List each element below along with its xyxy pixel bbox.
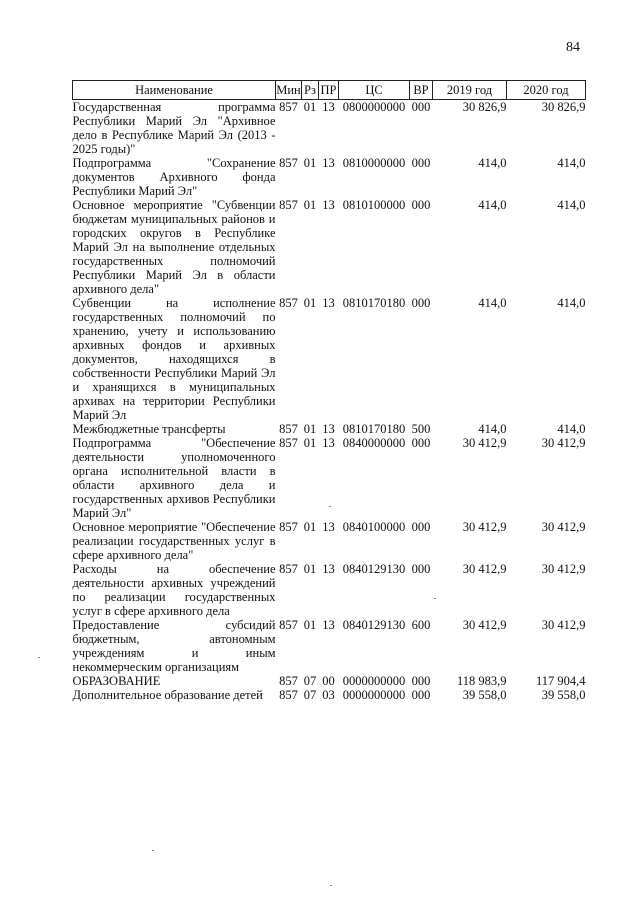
row-2019: 414,0: [478, 296, 507, 310]
row-min: 857: [279, 674, 298, 688]
scan-speck: [329, 506, 331, 507]
table-row: [73, 436, 586, 520]
scan-speck: [152, 850, 154, 851]
row-min: 857: [279, 436, 298, 450]
row-cs: 0840100000: [342, 520, 406, 534]
row-min: 857: [279, 688, 298, 702]
row-name: Субвенции на исполнение государственных полномочий по хранению, учету и использованию архивных фондов и архивных документов, находящихся в собственности Республики Марий Эл и хранящихся в муниципальных архивах на территории Республики Марий Эл: [72, 296, 276, 422]
row-2019: 414,0: [478, 422, 507, 436]
row-rz: 01: [303, 198, 317, 212]
row-min: 857: [279, 198, 298, 212]
header-pr: ПР: [319, 81, 339, 100]
scan-speck: [330, 885, 332, 886]
row-min: 857: [279, 562, 298, 576]
table-row: [73, 422, 586, 436]
row-2019: 30 412,9: [462, 618, 507, 632]
table-row: [73, 296, 586, 422]
row-vr: 000: [411, 198, 431, 212]
row-2020: 414,0: [557, 296, 586, 310]
row-pr: 00: [322, 674, 335, 688]
table-row: [73, 688, 586, 702]
page-number: 84: [566, 40, 580, 55]
table-row: [73, 520, 586, 562]
row-name: Государственная программа Республики Марий Эл "Архивное дело в Республике Марий Эл (2013 - 2025 годы)": [72, 100, 276, 156]
row-2019: 118 983,9: [456, 674, 507, 688]
table-row: [73, 562, 586, 618]
row-2020: 117 904,4: [535, 674, 586, 688]
row-rz: 01: [303, 156, 317, 170]
table-row: [73, 100, 586, 157]
row-min: 857: [279, 100, 298, 114]
row-name: Подпрограмма "Обеспечение деятельности уполномоченного органа исполнительной власти в области архивного дела и государственных архивов Республики Марий Эл": [72, 436, 276, 520]
row-pr: 13: [322, 562, 335, 576]
row-2019: 30 826,9: [462, 100, 507, 114]
row-rz: 01: [303, 436, 317, 450]
row-2020: 30 412,9: [541, 562, 586, 576]
row-name: Подпрограмма "Сохранение документов Архивного фонда Республики Марий Эл": [72, 156, 276, 198]
row-2019: 30 412,9: [462, 520, 507, 534]
row-rz: 07: [303, 674, 317, 688]
row-rz: 01: [303, 100, 317, 114]
header-name: Наименование: [73, 81, 276, 100]
row-vr: 000: [411, 436, 431, 450]
row-vr: 600: [411, 618, 431, 632]
row-rz: 07: [303, 688, 317, 702]
row-cs: 0840129130: [342, 562, 406, 576]
row-2019: 30 412,9: [462, 562, 507, 576]
row-cs: 0810170180: [342, 422, 406, 436]
row-2020: 414,0: [557, 156, 586, 170]
row-min: 857: [279, 156, 298, 170]
row-cs: 0800000000: [342, 100, 406, 114]
row-name: Расходы на обеспечение деятельности архивных учреждений по реализации государственных услуг в сфере архивного дела: [72, 562, 276, 618]
row-pr: 13: [322, 520, 335, 534]
row-rz: 01: [303, 618, 317, 632]
row-name: Основное мероприятие "Субвенции бюджетам муниципальных районов и городских округов в Республике Марий Эл на выполнение отдельных государственных полномочий Республики Марий Эл в области архивного дела": [72, 198, 276, 296]
row-rz: 01: [303, 562, 317, 576]
row-vr: 000: [411, 688, 431, 702]
row-name: ОБРАЗОВАНИЕ: [72, 674, 161, 688]
row-cs: 0840129130: [342, 618, 406, 632]
row-vr: 000: [411, 520, 431, 534]
row-vr: 000: [411, 674, 431, 688]
row-2020: 30 412,9: [541, 520, 586, 534]
row-2019: 39 558,0: [462, 688, 507, 702]
row-2020: 30 826,9: [541, 100, 586, 114]
row-2020: 39 558,0: [541, 688, 586, 702]
row-2020: 414,0: [557, 198, 586, 212]
row-pr: 13: [322, 156, 335, 170]
header-2019: 2019 год: [433, 81, 507, 100]
row-min: 857: [279, 618, 298, 632]
row-name: Основное мероприятие "Обеспечение реализации государственных услуг в сфере архивного дела": [72, 520, 276, 562]
row-cs: 0840000000: [342, 436, 406, 450]
row-min: 857: [279, 520, 298, 534]
row-vr: 000: [411, 156, 431, 170]
row-vr: 000: [411, 100, 431, 114]
row-cs: 0810000000: [342, 156, 406, 170]
row-name: Межбюджетные трансферты: [72, 422, 226, 436]
row-min: 857: [279, 296, 298, 310]
row-cs: 0810100000: [342, 198, 406, 212]
table-header-row: [73, 81, 586, 100]
table-row: [73, 674, 586, 688]
row-2019: 414,0: [478, 198, 507, 212]
header-2020: 2020 год: [507, 81, 586, 100]
table-row: [73, 618, 586, 674]
row-vr: 000: [411, 296, 431, 310]
row-pr: 13: [322, 198, 335, 212]
header-min: Мин: [276, 81, 302, 100]
row-rz: 01: [303, 520, 317, 534]
scan-speck: [434, 598, 436, 599]
row-pr: 13: [322, 436, 335, 450]
row-2020: 30 412,9: [541, 618, 586, 632]
row-rz: 01: [303, 422, 317, 436]
row-rz: 01: [303, 296, 317, 310]
header-vr: ВР: [410, 81, 433, 100]
header-rz: Рз: [302, 81, 319, 100]
row-cs: 0000000000: [342, 688, 406, 702]
row-pr: 13: [322, 100, 335, 114]
row-vr: 500: [411, 422, 431, 436]
row-vr: 000: [411, 562, 431, 576]
row-min: 857: [279, 422, 298, 436]
row-2020: 30 412,9: [541, 436, 586, 450]
row-cs: 0000000000: [342, 674, 406, 688]
row-name: Предоставление субсидий бюджетным, автономным учреждениям и иным некоммерческим организациям: [72, 618, 276, 674]
budget-table: [72, 80, 586, 702]
row-pr: 13: [322, 618, 335, 632]
row-pr: 13: [322, 422, 335, 436]
row-2019: 30 412,9: [462, 436, 507, 450]
row-cs: 0810170180: [342, 296, 406, 310]
table-row: [73, 198, 586, 296]
table-body: [73, 100, 586, 703]
header-cs: ЦС: [339, 81, 410, 100]
row-pr: 13: [322, 296, 335, 310]
row-pr: 03: [322, 688, 335, 702]
row-2020: 414,0: [557, 422, 586, 436]
table-row: [73, 156, 586, 198]
row-name: Дополнительное образование детей: [72, 688, 263, 702]
row-2019: 414,0: [478, 156, 507, 170]
scan-speck: [38, 657, 40, 658]
